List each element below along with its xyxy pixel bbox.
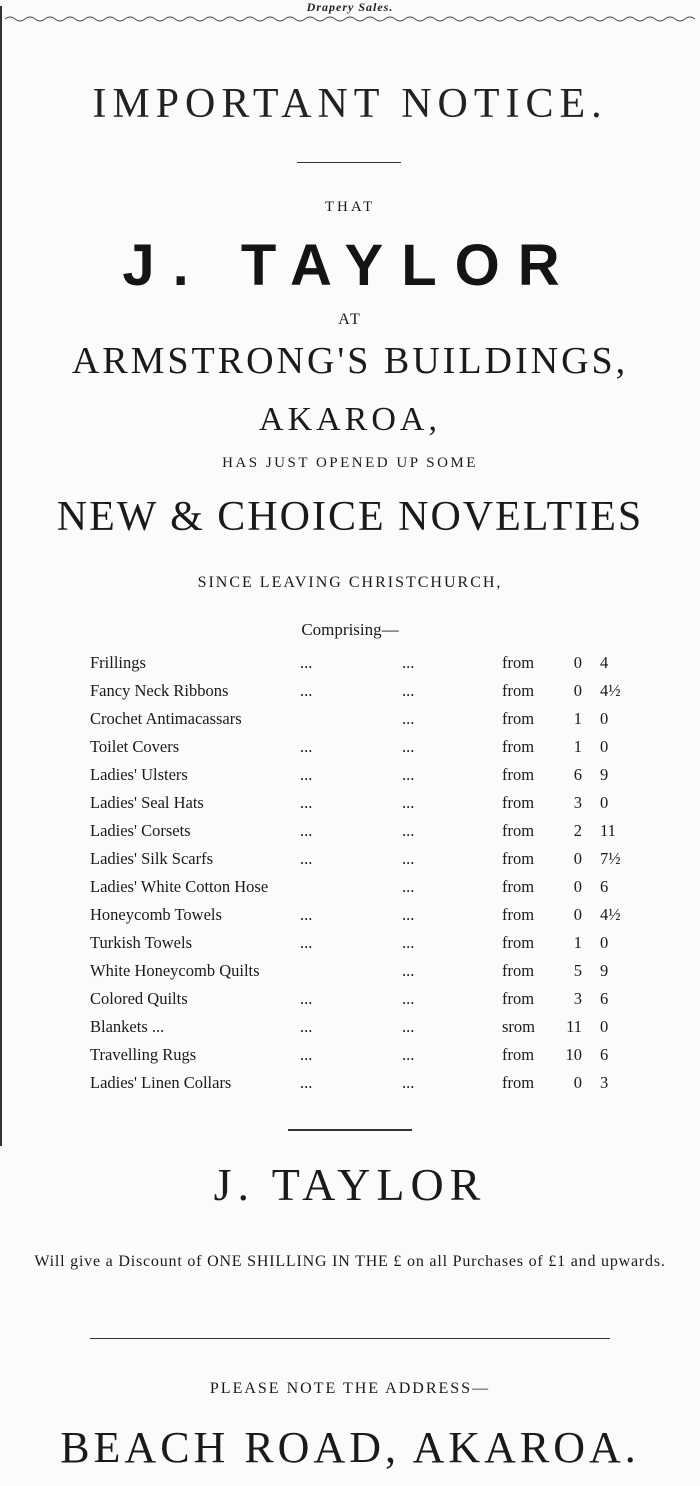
list-item: [0, 1014, 700, 1042]
price-shillings: 0: [573, 877, 582, 896]
leader-dots: ...: [300, 765, 313, 784]
opened-line: HAS JUST OPENED UP SOME: [222, 455, 478, 471]
leader-dots: ...: [402, 877, 415, 896]
from-label: from: [502, 737, 535, 756]
list-item: [0, 902, 700, 930]
price-pence: 11: [600, 821, 616, 840]
at-label: AT: [338, 311, 362, 328]
leader-dots: ...: [402, 1017, 415, 1036]
price-shillings: 1: [573, 709, 582, 728]
from-label: from: [502, 1073, 535, 1092]
price-pence: 6: [600, 989, 609, 1008]
list-item: [0, 706, 700, 734]
leader-dots: ...: [402, 933, 415, 952]
from-label: from: [502, 961, 535, 980]
list-item: [0, 874, 700, 902]
address-note: PLEASE NOTE THE ADDRESS—: [209, 1380, 491, 1397]
from-label: srom: [502, 1017, 535, 1036]
item-name: Ladies' Silk Scarfs: [90, 849, 214, 868]
item-name: Crochet Antimacassars: [90, 709, 242, 728]
price-pence: 7½: [600, 849, 621, 868]
leader-dots: ...: [402, 1045, 415, 1064]
price-pence: 4: [600, 653, 609, 672]
item-name: Travelling Rugs: [90, 1045, 197, 1064]
from-label: from: [502, 821, 535, 840]
item-name: White Honeycomb Quilts: [90, 961, 260, 980]
from-label: from: [502, 765, 535, 784]
price-shillings: 10: [565, 1045, 582, 1064]
leader-dots: ...: [300, 1017, 313, 1036]
from-label: from: [502, 849, 535, 868]
list-item: [0, 986, 700, 1014]
item-name: Honeycomb Towels: [90, 905, 222, 924]
leader-dots: ...: [402, 1073, 415, 1092]
section-heading: Drapery Sales.: [306, 0, 394, 14]
price-pence: 0: [600, 1017, 609, 1036]
list-item: [0, 1042, 700, 1070]
from-label: from: [502, 905, 535, 924]
list-item: [0, 930, 700, 958]
notice-title: IMPORTANT NOTICE.: [92, 81, 608, 127]
from-label: from: [502, 709, 535, 728]
leader-dots: ...: [300, 793, 313, 812]
from-label: from: [502, 933, 535, 952]
item-name: Turkish Towels: [90, 933, 192, 952]
price-pence: 0: [600, 737, 609, 756]
leader-dots: ...: [402, 849, 415, 868]
merchant-name-footer: J. TAYLOR: [213, 1159, 487, 1210]
discount-text: Will give a Discount of ONE SHILLING IN THE £ on all Purchases of £1 and upwards.: [34, 1253, 666, 1270]
novelties-headline: NEW & CHOICE NOVELTIES: [56, 494, 644, 540]
divider-long: [90, 1338, 610, 1339]
leader-dots: ...: [402, 989, 415, 1008]
from-label: from: [502, 877, 535, 896]
item-name: Ladies' White Cotton Hose: [90, 877, 269, 896]
leader-dots: ...: [300, 1073, 313, 1092]
town-name: AKAROA,: [259, 401, 441, 438]
list-item: [0, 958, 700, 986]
leader-dots: ...: [402, 821, 415, 840]
leader-dots: ...: [300, 681, 313, 700]
leader-dots: ...: [402, 961, 415, 980]
leader-dots: ...: [300, 653, 313, 672]
list-item: [0, 818, 700, 846]
leader-dots: ...: [300, 1045, 313, 1064]
price-pence: 9: [600, 961, 609, 980]
price-shillings: 1: [573, 933, 582, 952]
leader-dots: ...: [402, 905, 415, 924]
leader-dots: ...: [300, 933, 313, 952]
leader-dots: ...: [402, 793, 415, 812]
price-shillings: 0: [573, 849, 582, 868]
price-shillings: 6: [573, 765, 582, 784]
leader-dots: ...: [300, 905, 313, 924]
price-shillings: 0: [573, 905, 582, 924]
leader-dots: ...: [402, 765, 415, 784]
list-item: [0, 650, 700, 678]
item-name: Blankets ...: [90, 1017, 165, 1036]
list-item: [0, 762, 700, 790]
leader-dots: ...: [300, 849, 313, 868]
list-item: [0, 1070, 700, 1098]
list-item: [0, 846, 700, 874]
price-shillings: 3: [573, 989, 582, 1008]
leader-dots: ...: [300, 737, 313, 756]
item-name: Colored Quilts: [90, 989, 188, 1008]
building-name: ARMSTRONG'S BUILDINGS,: [71, 340, 629, 382]
from-label: from: [502, 653, 535, 672]
price-shillings: 0: [573, 681, 582, 700]
price-shillings: 5: [573, 961, 582, 980]
price-shillings: 2: [573, 821, 582, 840]
price-pence: 0: [600, 793, 609, 812]
price-pence: 9: [600, 765, 609, 784]
item-name: Toilet Covers: [90, 737, 180, 756]
comprising-label: Comprising—: [301, 620, 399, 639]
leader-dots: ...: [402, 681, 415, 700]
price-shillings: 3: [573, 793, 582, 812]
leader-dots: ...: [402, 737, 415, 756]
list-item: [0, 790, 700, 818]
price-pence: 6: [600, 1045, 609, 1064]
price-pence: 6: [600, 877, 609, 896]
divider-short: [297, 162, 401, 163]
wavy-rule: [5, 15, 695, 23]
leader-dots: ...: [402, 709, 415, 728]
since-line: SINCE LEAVING CHRISTCHURCH,: [197, 574, 503, 591]
price-shillings: 11: [566, 1017, 582, 1036]
divider-medium: [288, 1129, 412, 1131]
item-name: Ladies' Seal Hats: [90, 793, 204, 812]
item-name: Frillings: [90, 653, 146, 672]
list-item: [0, 734, 700, 762]
leader-dots: ...: [300, 989, 313, 1008]
merchant-name: J. TAYLOR: [122, 233, 578, 298]
list-item: [0, 678, 700, 706]
from-label: from: [502, 989, 535, 1008]
leader-dots: ...: [402, 653, 415, 672]
price-pence: 0: [600, 709, 609, 728]
item-name: Fancy Neck Ribbons: [90, 681, 229, 700]
that-label: THAT: [324, 199, 376, 215]
from-label: from: [502, 1045, 535, 1064]
price-shillings: 0: [573, 653, 582, 672]
price-pence: 3: [600, 1073, 609, 1092]
price-shillings: 1: [573, 737, 582, 756]
price-pence: 0: [600, 933, 609, 952]
from-label: from: [502, 793, 535, 812]
price-pence: 4½: [600, 681, 621, 700]
item-name: Ladies' Linen Collars: [90, 1073, 232, 1092]
price-pence: 4½: [600, 905, 621, 924]
price-shillings: 0: [573, 1073, 582, 1092]
from-label: from: [502, 681, 535, 700]
leader-dots: ...: [300, 821, 313, 840]
address-line: BEACH ROAD, AKAROA.: [60, 1423, 640, 1472]
item-name: Ladies' Ulsters: [90, 765, 188, 784]
item-name: Ladies' Corsets: [90, 821, 191, 840]
